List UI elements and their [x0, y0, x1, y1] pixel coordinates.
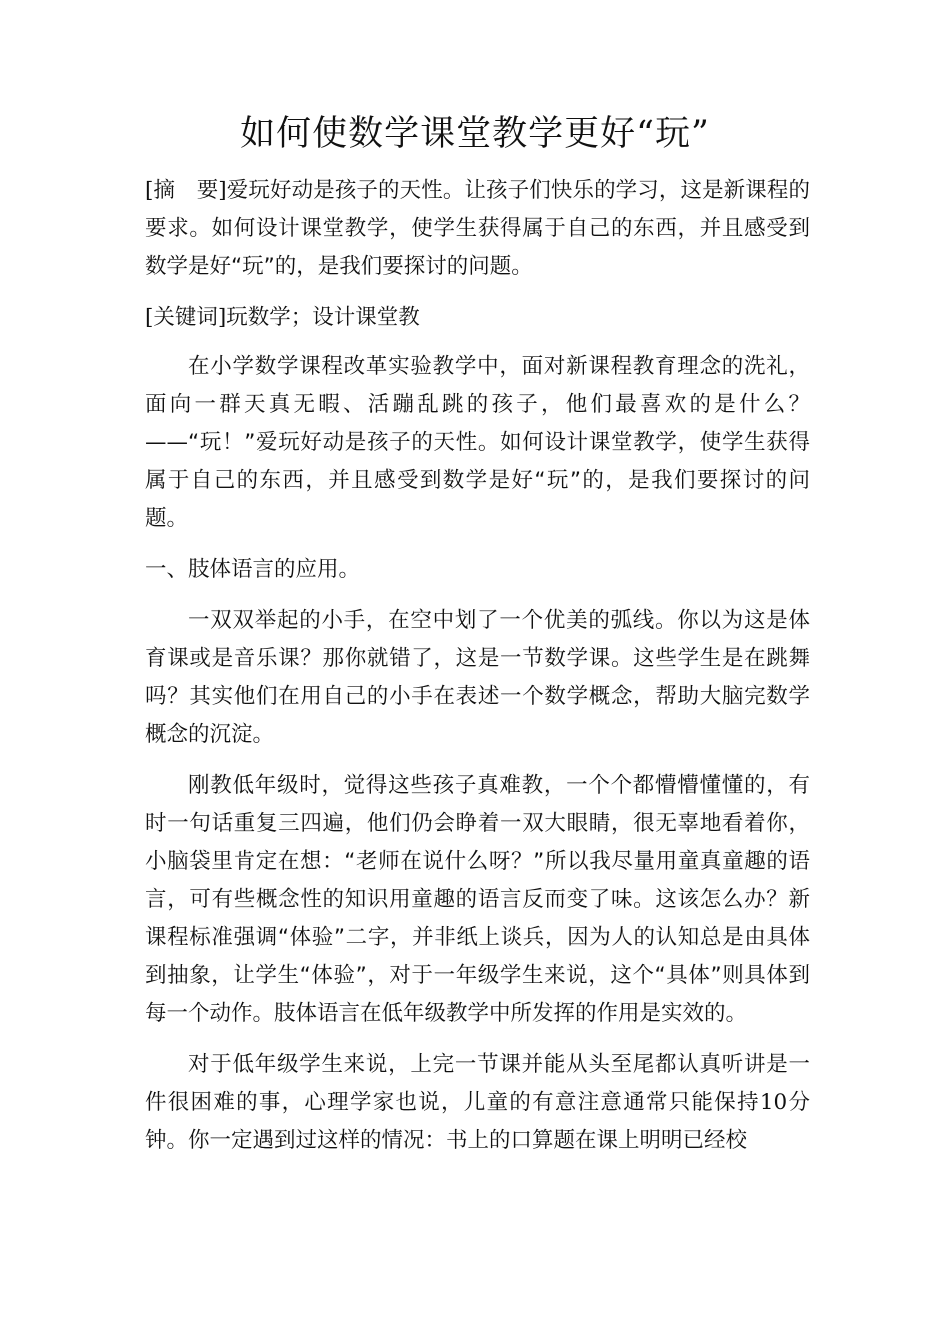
- section-heading-1: 一、肢体语言的应用。: [145, 557, 361, 582]
- body-paragraph-gesture: 一双双举起的小手，在空中划了一个优美的弧线。你以为这是体育课或是音乐课？那你就错了，这是一节数学课。这些学生是在跳舞吗？其实他们在用自己的小手在表述一个数学概念，帮助大脑完数学概念的沉淀。: [145, 608, 810, 747]
- attention-minutes-number: 10: [759, 1090, 788, 1115]
- attention-text-end: 分钟。你一定遇到过这样的情况：书上的口算题在课上明明已经校: [145, 1090, 810, 1153]
- body-paragraph-intro: 在小学数学课程改革实验教学中，面对新课程教育理念的洗礼，面向一群天真无暇、活蹦乱跳的孩子，他们最喜欢的是什么？——“玩！”爱玩好动是孩子的天性。如何设计课堂教学，使学生获得属于自己的东西，并且感受到数学是好“玩”的，是我们要探讨的问题。: [145, 354, 810, 531]
- attention-text-start: 对于低年级学生来说，上完一节课并能从头至尾都认真听讲是一件很困难的事，心理学家也说，儿童的有意注意通常只能保持: [145, 1052, 810, 1115]
- abstract-label: [摘 要]: [145, 178, 227, 203]
- abstract-paragraph: [145, 172, 810, 286]
- keywords-label: [关键词]: [145, 305, 227, 330]
- body-paragraph-teaching: 刚教低年级时，觉得这些孩子真难教，一个个都懵懵懂懂的，有时一句话重复三四遍，他们仍会睁着一双大眼睛，很无辜地看着你，小脑袋里肯定在想：“老师在说什么呀？”所以我尽量用童真童趣的语言，可有些概念性的知识用童趣的语言反而变了味。这该怎么办？新课程标准强调“体验”二字，并非纸上谈兵，因为人的认知总是由具体到抽象，让学生“体验”，对于一年级学生来说，这个“具体”则具体到每一个动作。肢体语言在低年级教学中所发挥的作用是实效的。: [145, 773, 810, 1026]
- abstract-text: 爱玩好动是孩子的天性。让孩子们快乐的学习，这是新课程的要求。如何设计课堂教学，使学生获得属于自己的东西，并且感受到数学是好“玩”的，是我们要探讨的问题。: [145, 178, 810, 279]
- document-title: 如何使数学课堂教学更好“玩”: [240, 114, 710, 154]
- document-body: [145, 172, 810, 1173]
- body-paragraph-attention: [145, 1046, 810, 1160]
- keywords-text: 玩数学；设计课堂教: [226, 305, 420, 330]
- keywords-paragraph: [145, 299, 810, 337]
